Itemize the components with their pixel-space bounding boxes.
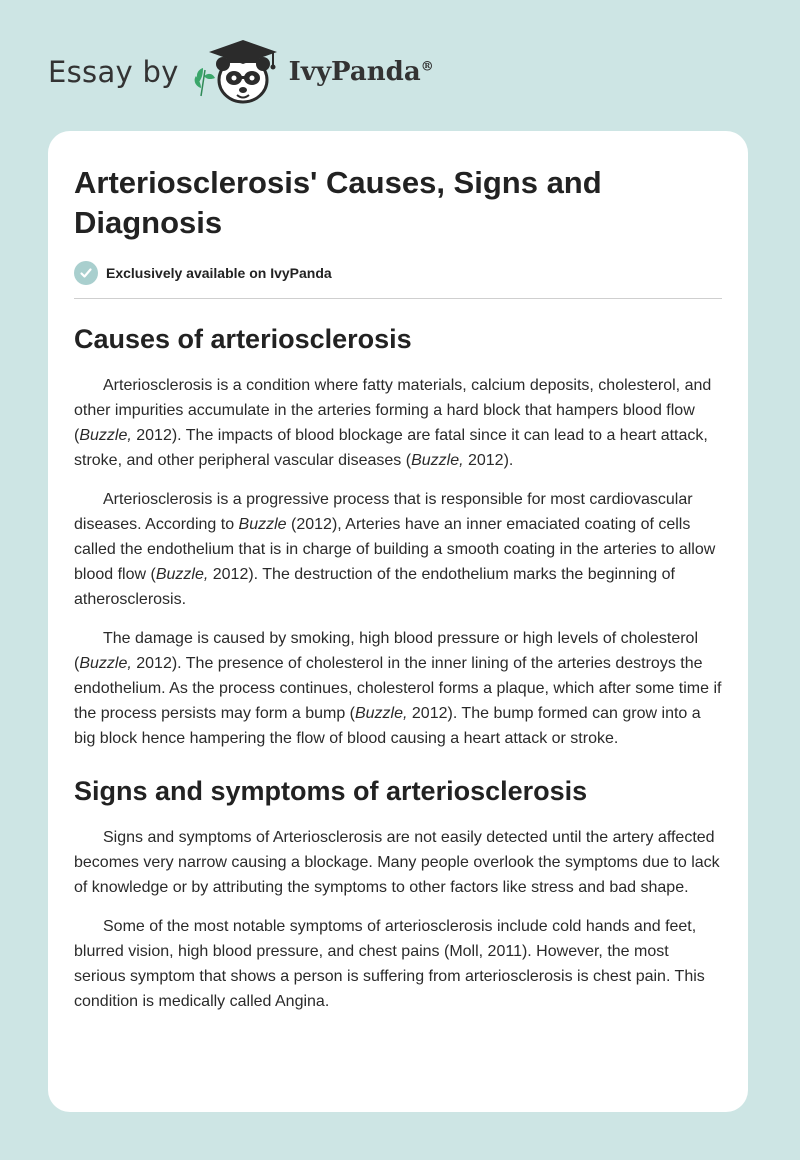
check-circle-icon — [74, 261, 98, 285]
brand-name[interactable]: IvyPanda® — [288, 57, 434, 87]
body-paragraph: Signs and symptoms of Arteriosclerosis are not easily detected until the artery affected becomes very narrow causing a blockage. Many people overlook the symptoms due to lack of knowledge or by attributing the symptoms to other factors like stress and bad shape. — [74, 829, 720, 896]
section-heading: Causes of arteriosclerosis — [74, 324, 412, 354]
page-title: Arteriosclerosis' Causes, Signs and Diagnosis — [74, 165, 602, 240]
body-paragraph: Some of the most notable symptoms of arteriosclerosis include cold hands and feet, blurred vision, high blood pressure, and chest pains (Moll, 2011). However, the most serious symptom that shows a person is suffering from arteriosclerosis is chest pain. This condition is medically called Angina. — [74, 918, 705, 1010]
exclusive-badge — [74, 261, 722, 285]
citation-source: Buzzle, — [79, 427, 132, 444]
exclusive-badge-text: Exclusively available on IvyPanda — [106, 265, 332, 281]
body-paragraph: Arteriosclerosis is a progressive process that is responsible for most cardiovascular diseases. According to Buzzle (2012), Arteries have an inner emaciated coating of cells called the endothelium that is in charge of building a smooth coating in the arteries to allow blood flow (Buzzle, 2012). The destruction of the endothelium marks the beginning of atherosclerosis. — [74, 491, 716, 608]
brand-prefix: Essay by — [48, 55, 179, 89]
body-paragraph: The damage is caused by smoking, high blood pressure or high levels of cholesterol (Buzzle, 2012). The presence of cholesterol in the inner lining of the arteries destroys the endothelium. As the process continues, cholesterol forms a plaque, which after some time if the process persists may form a bump (Buzzle, 2012). The bump formed can grow into a big block hence hampering the flow of blood causing a heart attack or stroke. — [74, 630, 722, 747]
citation-source: Buzzle, — [411, 452, 464, 469]
citation-source: Buzzle, — [155, 566, 209, 583]
panda-graduate-icon[interactable] — [189, 36, 285, 108]
article-card — [48, 131, 748, 1112]
citation-source: Buzzle, — [79, 655, 132, 672]
section-heading: Signs and symptoms of arteriosclerosis — [74, 776, 588, 806]
citation-source: Buzzle, — [354, 705, 408, 722]
divider — [74, 298, 722, 299]
article-body — [74, 322, 722, 1014]
citation-source: Buzzle — [238, 516, 287, 533]
body-paragraph: Arteriosclerosis is a condition where fatty materials, calcium deposits, cholesterol, and other impurities accumulate in the arteries forming a hard block that hampers blood flow (Buzzle, 2012). The impacts of blood blockage are fatal since it can lead to a heart attack, stroke, and other peripheral vascular diseases (Buzzle, 2012). — [74, 377, 712, 469]
brand-header — [48, 36, 434, 108]
